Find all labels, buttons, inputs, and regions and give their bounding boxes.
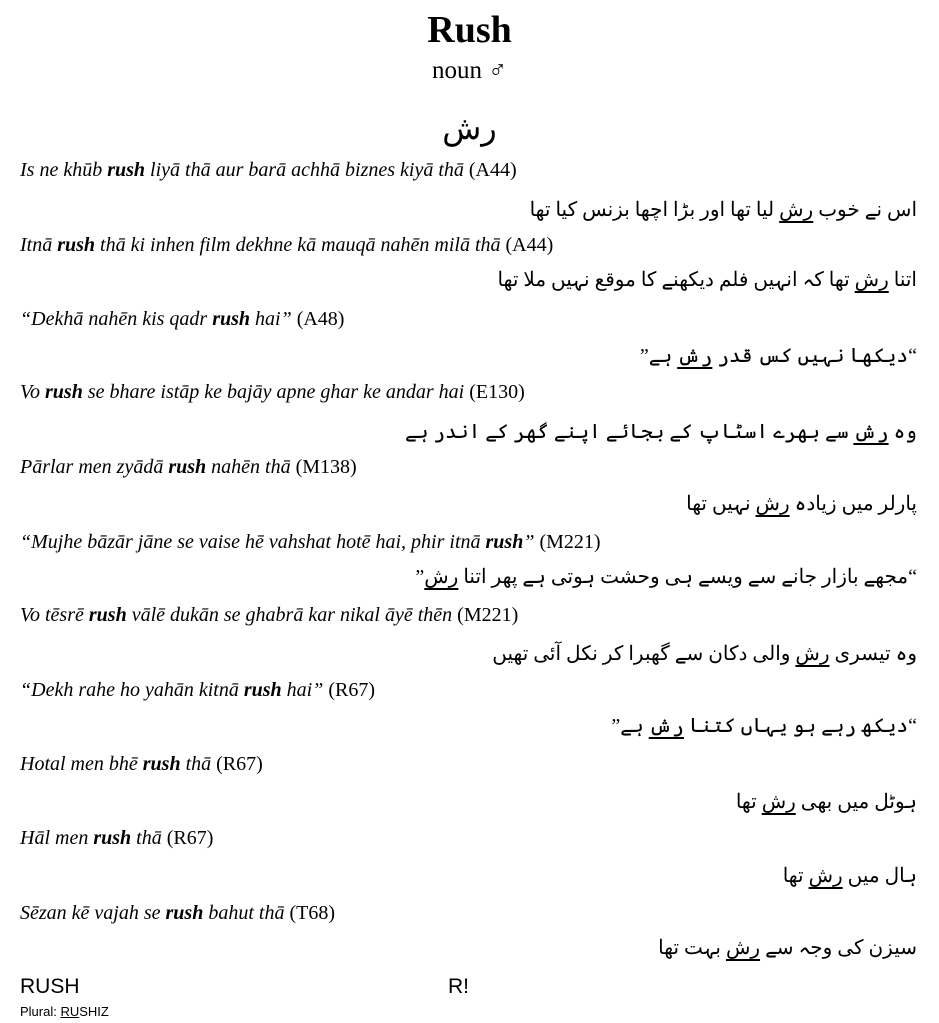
urdu-keyword: رش [808, 865, 843, 887]
urdu-keyword: رش [648, 715, 684, 737]
urdu-before: وہ تیسری [829, 643, 917, 665]
footer-plural [20, 1004, 109, 1020]
translit-after: thā [131, 827, 162, 849]
plural-label: Plural: [20, 1004, 61, 1019]
urdu-after: تھا کہ انہیں فلم دیکھنے کا موقع نہیں ملا تھا [497, 269, 855, 291]
example-urdu [37, 862, 917, 890]
translit-before: “Dekh rahe ho yahān kitnā [20, 679, 244, 701]
example-urdu [37, 342, 917, 370]
urdu-keyword: رش [779, 199, 814, 221]
example-transliteration [20, 158, 920, 182]
urdu-after: تھا [735, 791, 762, 813]
example-transliteration [20, 233, 920, 257]
urdu-before: اتنا [888, 269, 917, 291]
example-urdu [37, 418, 917, 446]
translit-before: Pārlar men zyādā [20, 456, 169, 478]
translit-keyword: rush [142, 753, 181, 775]
translit-before: Itnā [20, 234, 58, 256]
source-reference: (M221) [457, 604, 519, 626]
source-reference: (E130) [469, 381, 525, 403]
translit-keyword: rush [57, 234, 96, 256]
urdu-before: وہ [888, 421, 917, 443]
urdu-headword: رش [442, 110, 497, 146]
translit-before: “Dekhā nahēn kis qadr [20, 308, 213, 330]
urdu-keyword: رش [795, 643, 830, 665]
example-urdu [37, 640, 917, 668]
translit-after: bahut thā [203, 902, 285, 924]
source-reference: (M221) [539, 531, 601, 553]
translit-after: ” [523, 531, 535, 553]
urdu-keyword: رش [854, 269, 889, 291]
example-urdu [37, 934, 917, 962]
example-urdu [37, 563, 917, 591]
urdu-before: پارلر میں زیادہ [789, 493, 917, 515]
urdu-keyword: رش [755, 493, 790, 515]
translit-after: liyā thā aur barā achhā biznes kiyā thā [145, 159, 464, 181]
urdu-after: سے بھرے اسٹاپ کے بجائے اپنے گھر کے اندر ہے [404, 421, 854, 443]
translit-before: Is ne khūb [20, 159, 108, 181]
source-reference: (R67) [166, 827, 214, 849]
plural-underlined: RU [60, 1004, 80, 1019]
translit-before: Vo tēsrē [20, 604, 89, 626]
translit-after: hai” [250, 308, 292, 330]
headword-title: Rush [427, 9, 512, 51]
urdu-keyword: رش [677, 345, 713, 367]
translit-keyword: rush [243, 679, 282, 701]
example-urdu [37, 788, 917, 816]
urdu-before: “دیکھ رہے ہو یہاں کتنا [683, 715, 917, 737]
translit-keyword: rush [168, 456, 207, 478]
urdu-before: سیزن کی وجہ سے [760, 937, 917, 959]
translit-after: nahēn thā [206, 456, 291, 478]
urdu-keyword: رش [761, 791, 796, 813]
example-transliteration [20, 901, 920, 925]
example-urdu [37, 196, 917, 224]
urdu-before: “دیکھا نہیں کس قدر [712, 345, 917, 367]
urdu-before: اس نے خوب [813, 199, 917, 221]
urdu-keyword: رش [853, 421, 889, 443]
urdu-after: نہیں تھا [686, 493, 756, 515]
urdu-after: بہت تھا [658, 937, 726, 959]
part-of-speech: noun ♂ [432, 57, 507, 84]
plural-rest: SHIZ [79, 1004, 109, 1019]
translit-after: thā [180, 753, 212, 775]
translit-keyword: rush [88, 604, 127, 626]
translit-after: vālē dukān se ghabrā kar nikal āyē thēn [126, 604, 453, 626]
footer-word: RUSH [20, 975, 80, 998]
example-transliteration [20, 530, 920, 554]
example-urdu [37, 266, 917, 294]
urdu-keyword: رش [725, 937, 761, 959]
source-reference: (A48) [296, 308, 345, 330]
translit-keyword: rush [45, 381, 83, 403]
translit-after: hai” [281, 679, 324, 701]
urdu-keyword: رش [424, 566, 459, 588]
example-transliteration [20, 380, 920, 404]
example-urdu [37, 490, 917, 518]
urdu-before: ہوٹل میں بھی [795, 791, 917, 813]
example-transliteration [20, 678, 920, 702]
translit-keyword: rush [485, 531, 524, 553]
example-transliteration [20, 826, 920, 850]
translit-keyword: rush [93, 827, 132, 849]
translit-before: Hotal men bhē [20, 753, 143, 775]
translit-before: Vo [20, 381, 45, 403]
urdu-before: ہال میں [842, 865, 917, 887]
footer-mark: R! [448, 975, 469, 998]
translit-keyword: rush [107, 159, 146, 181]
translit-before: Hāl men [20, 827, 94, 849]
example-urdu [37, 712, 917, 740]
urdu-after: ہے” [639, 345, 678, 367]
translit-before: Sēzan kē vajah se [20, 902, 166, 924]
urdu-after: والی دکان سے گھبرا کر نکل آئی تھیں [492, 643, 796, 665]
urdu-after: ” [415, 566, 425, 588]
source-reference: (R67) [328, 679, 376, 701]
translit-keyword: rush [165, 902, 204, 924]
translit-after: thā ki inhen film dekhne kā mauqā nahēn milā thā [95, 234, 501, 256]
example-transliteration [20, 455, 920, 479]
urdu-before: “مجھے بازار جانے سے ویسے ہی وحشت ہوتی ہے پھر اتنا [458, 566, 917, 588]
example-transliteration [20, 752, 920, 776]
urdu-after: ہے” [611, 715, 649, 737]
example-transliteration [20, 603, 920, 627]
source-reference: (R67) [216, 753, 263, 775]
source-reference: (M138) [295, 456, 357, 478]
source-reference: (A44) [468, 159, 517, 181]
example-transliteration [20, 307, 920, 331]
urdu-after: تھا [782, 865, 809, 887]
urdu-after: لیا تھا اور بڑا اچھا بزنس کیا تھا [529, 199, 780, 221]
translit-after: se bhare istāp ke bajāy apne ghar ke andar hai [82, 381, 465, 403]
source-reference: (A44) [505, 234, 554, 256]
translit-keyword: rush [212, 308, 251, 330]
source-reference: (T68) [289, 902, 335, 924]
translit-before: “Mujhe bāzār jāne se vaise hē vahshat hotē hai, phir itnā [20, 531, 486, 553]
